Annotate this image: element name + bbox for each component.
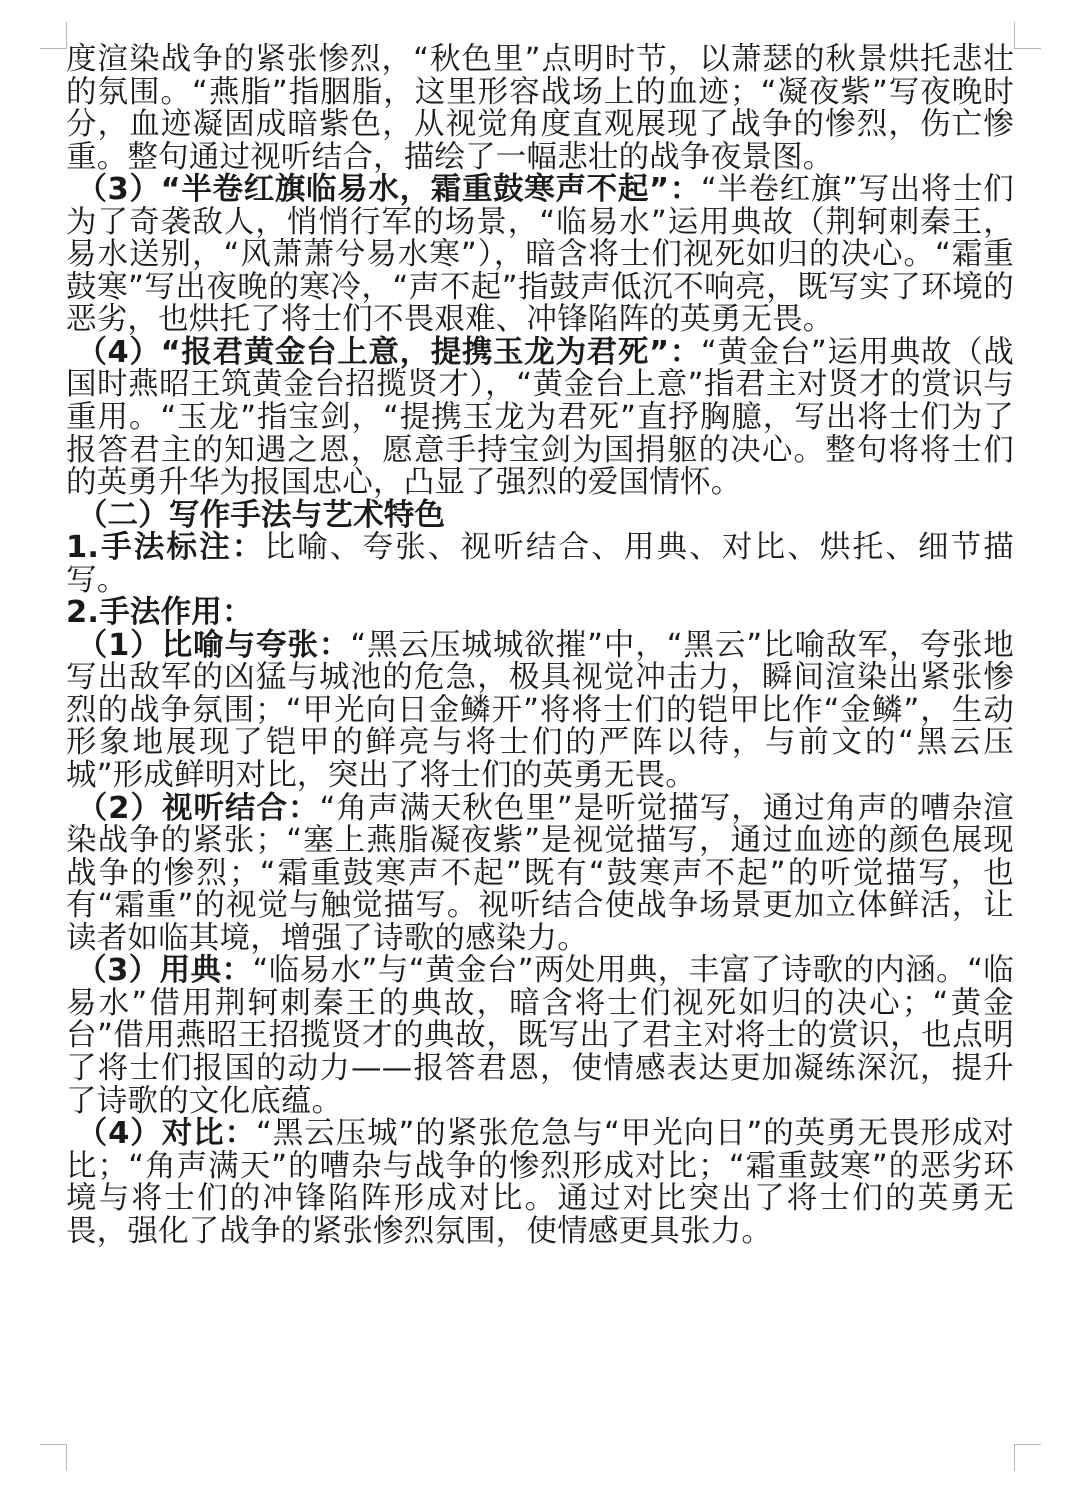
paragraph-heading: （3）用典： xyxy=(76,953,253,989)
techniques-effect-heading xyxy=(66,597,1014,630)
crop-mark-bottom-right xyxy=(1014,1444,1041,1471)
technique-metaphor xyxy=(66,627,1014,794)
paragraph-heading: （1）比喻与夸张： xyxy=(76,627,351,663)
paragraph-line-3 xyxy=(66,174,1014,337)
paragraph-heading: （4）“报君黄金台上意，提携玉龙为君死”： xyxy=(76,334,701,370)
paragraph-text: “黑云压城城欲摧”中，“黑云”比喻敌军，夸张地写出敌军的凶猛与城池的危急，极具视觉冲击力，瞬间渲染出紧张惨烈的战争氛围；“甲光向日金鳞开”将将士们的铠甲比作“金鳞”，生动形象地展现了铠甲的鲜亮与将士们的严阵以待，与前文的“黑云压城”形成鲜明对比，突出了将士们的英勇无畏。 xyxy=(66,627,1014,794)
paragraph-heading: （2）视听结合： xyxy=(76,790,320,826)
section-title-text: （二）写作手法与艺术特色 xyxy=(76,497,446,533)
paragraph-heading: 2.手法作用： xyxy=(66,595,253,631)
paragraph-text: “黄金台”运用典故（战国时燕昭王筑黄金台招揽贤才），“黄金台上意”指君主对贤才的赏识与重用。“玉龙”指宝剑，“提携玉龙为君死”直抒胸臆，写出将士们为了报答君主的知遇之恩，愿意手持宝剑为国捐躯的决心。整句将将士们的英勇升华为报国忠心，凸显了强烈的爱国情怀。 xyxy=(66,334,1014,501)
technique-audiovisual xyxy=(66,790,1015,956)
paragraph-text: “临易水”与“黄金台”两处用典，丰富了诗歌的内涵。“临易水”借用荆轲刺秦王的典故，暗含将士们视死如归的决心；“黄金台”借用燕昭王招揽贤才的典故，既写出了君主对将士的赏识，也点明了将士们报国的动力——报答君恩，使情感表达更加凝练深沉，提升了诗歌的文化底蕴。 xyxy=(66,953,1015,1119)
section-title xyxy=(66,497,1014,533)
paragraph-heading: 1.手法标注： xyxy=(66,530,265,566)
paragraph-text: “半卷红旗”写出将士们为了奇袭敌人，悄悄行军的场景，“临易水”运用典故（荆轲刺秦王，易水送别，“风萧萧兮易水寒”），暗含将士们视死如归的决心。“霜重鼓寒”写出夜晚的寒冷，“声不起”指鼓声低沉不响亮，既写实了环境的恶劣，也烘托了将士们不畏艰难、冲锋陷阵的英勇无畏。 xyxy=(66,172,1014,338)
paragraph-heading: （3）“半卷红旗临易水，霜重鼓寒声不起”： xyxy=(76,172,701,208)
techniques-list xyxy=(66,532,1014,597)
technique-allusion xyxy=(66,955,1014,1118)
document-body xyxy=(66,44,1014,1248)
paragraph-continuation xyxy=(66,44,1014,174)
paragraph-text: 度渲染战争的紧张惨烈，“秋色里”点明时节，以萧瑟的秋景烘托悲壮的氛围。“燕脂”指胭脂，这里形容战场上的血迹；“凝夜紫”写夜晚时分，血迹凝固成暗紫色，从视觉角度直观展现了战争的惨烈，伤亡惨重。整句通过视听结合，描绘了一幅悲壮的战争夜景图。 xyxy=(66,42,1014,175)
crop-mark-top-left xyxy=(40,22,67,49)
paragraph-heading: （4）对比： xyxy=(76,1116,257,1152)
crop-mark-bottom-left xyxy=(40,1444,67,1471)
crop-mark-top-right xyxy=(1014,22,1041,49)
paragraph-text: “黑云压城”的紧张危急与“甲光向日”的英勇无畏形成对比；“角声满天”的嘈杂与战争的惨烈形成对比；“霜重鼓寒”的恶劣环境与将士们的冲锋陷阵形成对比。通过对比突出了将士们的英勇无畏，强化了战争的紧张惨烈氛围，使情感更具张力。 xyxy=(66,1116,1015,1249)
paragraph-line-4 xyxy=(66,334,1014,501)
paragraph-text: 比喻、夸张、视听结合、用典、对比、烘托、细节描写。 xyxy=(66,530,1014,598)
technique-contrast xyxy=(66,1118,1014,1248)
paragraph-text: “角声满天秋色里”是听觉描写，通过角声的嘈杂渲染战争的紧张；“塞上燕脂凝夜紫”是视觉描写，通过血迹的颜色展现战争的惨烈；“霜重鼓寒声不起”既有“鼓寒声不起”的听觉描写，也有“霜重”的视觉与触觉描写。视听结合使战争场景更加立体鲜活，让读者如临其境，增强了诗歌的感染力。 xyxy=(66,790,1015,956)
